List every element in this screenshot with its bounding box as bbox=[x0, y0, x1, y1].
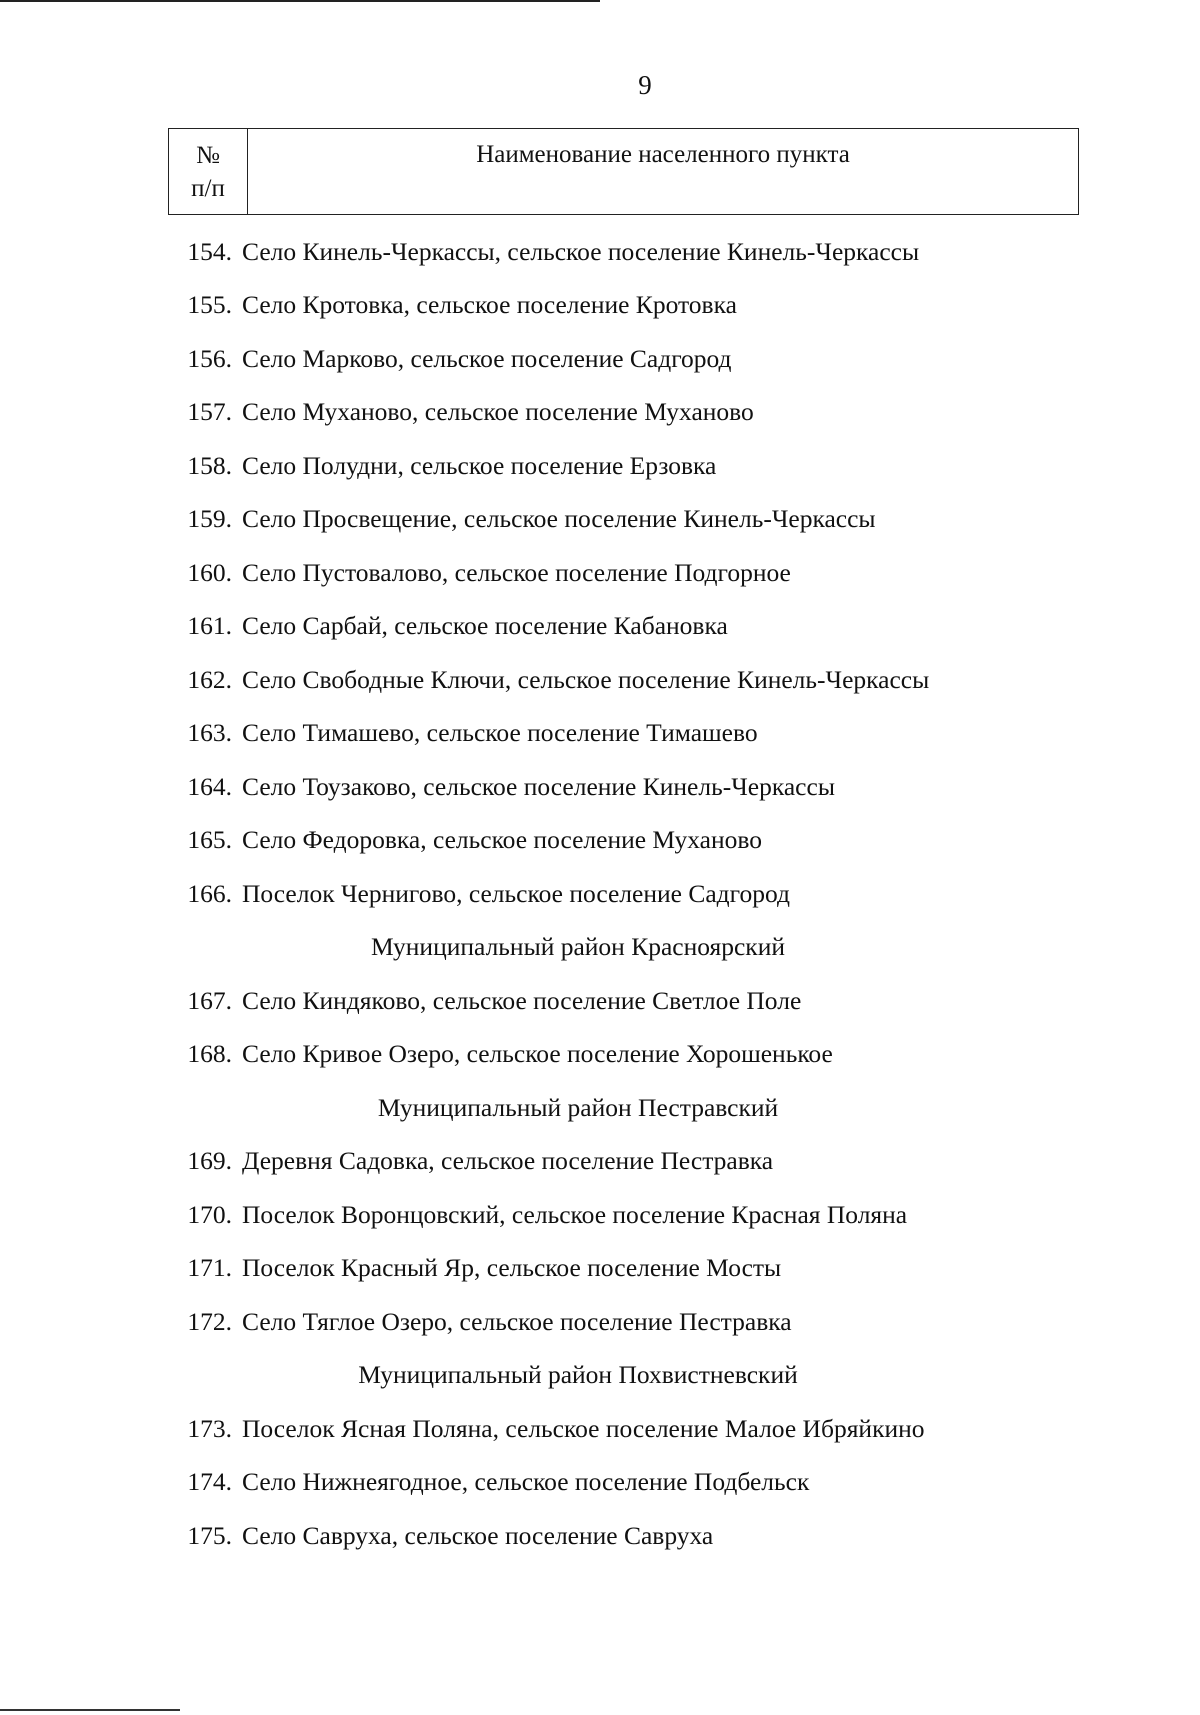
list-item bbox=[168, 1509, 1148, 1563]
list-item bbox=[168, 1295, 1148, 1349]
item-number: 157. bbox=[187, 397, 232, 427]
item-number: 169. bbox=[187, 1146, 232, 1176]
list-item bbox=[168, 1188, 1148, 1242]
list-item bbox=[168, 1456, 1148, 1510]
list-item bbox=[168, 1242, 1148, 1296]
header-number-symbol: № bbox=[196, 141, 220, 169]
list-item bbox=[168, 493, 1148, 547]
item-number: 168. bbox=[187, 1039, 232, 1069]
list-item bbox=[168, 974, 1148, 1028]
list-item bbox=[168, 386, 1148, 440]
item-number: 159. bbox=[187, 504, 232, 534]
item-number: 162. bbox=[187, 664, 232, 694]
list-item bbox=[168, 653, 1148, 707]
item-text: Село Тяглое Озеро, сельское поселение Пестравка bbox=[242, 1306, 792, 1336]
list-item bbox=[168, 814, 1148, 868]
item-number: 170. bbox=[187, 1199, 232, 1229]
item-text: Село Тоузаково, сельское поселение Кинель-Черкассы bbox=[242, 771, 835, 801]
item-text: Поселок Красный Яр, сельское поселение Мосты bbox=[242, 1253, 782, 1283]
item-number: 172. bbox=[187, 1306, 232, 1336]
item-text: Село Кривое Озеро, сельское поселение Хорошенькое bbox=[242, 1039, 833, 1069]
header-number-cell bbox=[169, 129, 248, 214]
item-text: Село Марково, сельское поселение Садгород bbox=[242, 343, 732, 373]
item-text: Поселок Ясная Поляна, сельское поселение Малое Ибряйкино bbox=[242, 1413, 925, 1443]
item-text: Село Просвещение, сельское поселение Кинель-Черкассы bbox=[242, 504, 876, 534]
list-item bbox=[168, 760, 1148, 814]
item-number: 167. bbox=[187, 985, 232, 1015]
page-number: 9 bbox=[638, 70, 652, 100]
item-number: 156. bbox=[187, 343, 232, 373]
list-item bbox=[168, 1135, 1148, 1189]
bottom-rule bbox=[0, 1709, 180, 1711]
item-number: 163. bbox=[187, 718, 232, 748]
item-text: Село Кинель-Черкассы, сельское поселение Кинель-Черкассы bbox=[242, 236, 920, 266]
district-heading: Муниципальный район Пестравский bbox=[377, 1092, 779, 1122]
list-item bbox=[168, 332, 1148, 386]
item-text: Село Киндяково, сельское поселение Светлое Поле bbox=[242, 985, 802, 1015]
district-heading: Муниципальный район Похвистневский bbox=[358, 1360, 798, 1390]
item-text: Село Сарбай, сельское поселение Кабановка bbox=[242, 611, 728, 641]
list-item bbox=[168, 546, 1148, 600]
item-text: Село Кротовка, сельское поселение Кротовка bbox=[242, 290, 737, 320]
item-text: Село Полудни, сельское поселение Ерзовка bbox=[242, 450, 717, 480]
item-number: 154. bbox=[187, 236, 232, 266]
item-text: Деревня Садовка, сельское поселение Пестравка bbox=[242, 1146, 774, 1176]
item-text: Поселок Чернигово, сельское поселение Садгород bbox=[242, 878, 790, 908]
item-number: 164. bbox=[187, 771, 232, 801]
item-text: Поселок Воронцовский, сельское поселение Красная Поляна bbox=[242, 1199, 908, 1229]
item-number: 155. bbox=[187, 290, 232, 320]
item-number: 161. bbox=[187, 611, 232, 641]
item-number: 166. bbox=[187, 878, 232, 908]
table-header bbox=[168, 128, 1079, 215]
header-number-abbr: п/п bbox=[191, 174, 225, 202]
item-number: 174. bbox=[187, 1467, 232, 1497]
item-text: Село Савруха, сельское поселение Савруха bbox=[242, 1520, 714, 1550]
list-item bbox=[168, 707, 1148, 761]
list-item bbox=[168, 225, 1148, 279]
item-number: 158. bbox=[187, 450, 232, 480]
item-text: Село Свободные Ключи, сельское поселение Кинель-Черкассы bbox=[242, 664, 930, 694]
list-item bbox=[168, 1028, 1148, 1082]
list-item bbox=[168, 600, 1148, 654]
list-item bbox=[168, 1402, 1148, 1456]
item-number: 171. bbox=[187, 1253, 232, 1283]
header-name-cell: Наименование населенного пункта bbox=[476, 141, 850, 168]
item-text: Село Нижнеягодное, сельское поселение Подбельск bbox=[242, 1467, 810, 1497]
list-item bbox=[168, 867, 1148, 921]
item-number: 165. bbox=[187, 825, 232, 855]
item-text: Село Тимашево, сельское поселение Тимашево bbox=[242, 718, 758, 748]
list-item bbox=[168, 439, 1148, 493]
item-text: Село Пустовалово, сельское поселение Подгорное bbox=[242, 557, 791, 587]
item-number: 160. bbox=[187, 557, 232, 587]
district-heading: Муниципальный район Красноярский bbox=[371, 932, 785, 962]
item-text: Село Муханово, сельское поселение Муханово bbox=[242, 397, 754, 427]
item-number: 175. bbox=[187, 1520, 232, 1550]
list-item bbox=[168, 279, 1148, 333]
item-number: 173. bbox=[187, 1413, 232, 1443]
top-rule bbox=[0, 0, 600, 2]
settlement-list bbox=[168, 225, 1148, 1563]
item-text: Село Федоровка, сельское поселение Муханово bbox=[242, 825, 762, 855]
